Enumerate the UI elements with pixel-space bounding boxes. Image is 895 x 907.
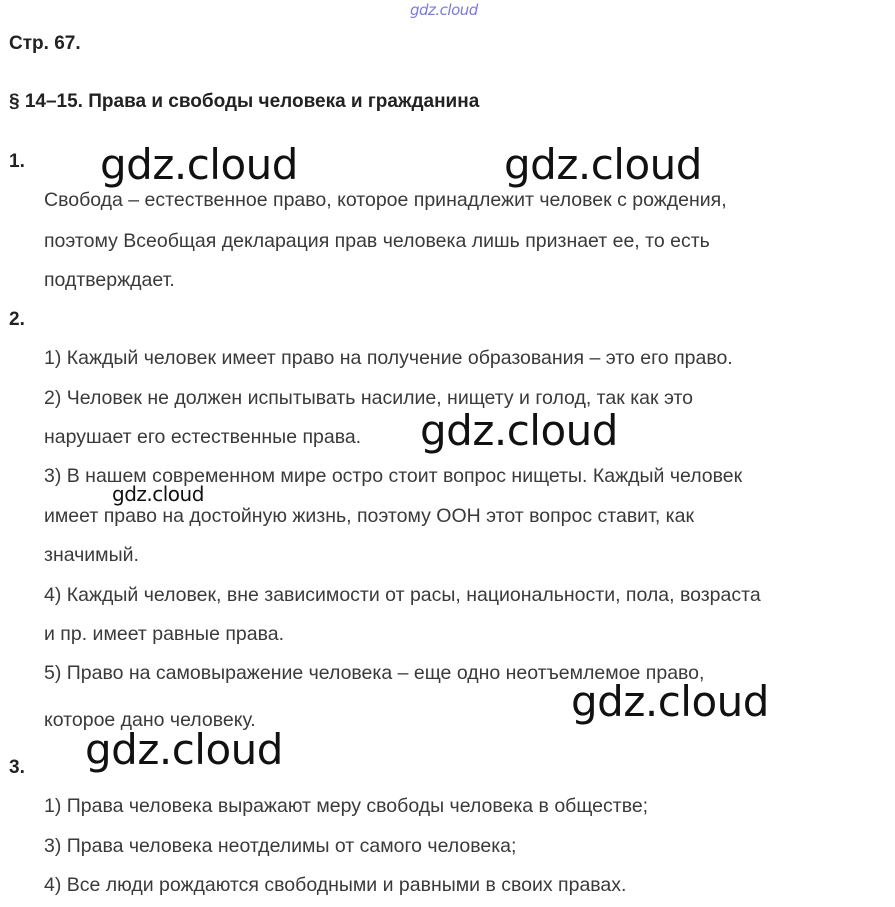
q3-line-2: 3) Права человека неотделимы от самого человека; (44, 835, 517, 857)
watermark-3: gdz.cloud (420, 406, 618, 455)
q2-line-3: нарушает его естественные права. (44, 426, 362, 448)
q1-line-1: Свобода – естественное право, которое принадлежит человек с рождения, (44, 189, 727, 211)
q2-line-4: 3) В нашем современном мире остро стоит вопрос нищеты. Каждый человек (44, 465, 743, 487)
q1-line-2: поэтому Всеобщая декларация прав человека лишь признает ее, то есть (44, 230, 710, 252)
q2-line-10: которое дано человеку. (44, 709, 256, 731)
q2-line-1: 1) Каждый человек имеет право на получение образования – это его право. (44, 347, 733, 369)
question-1-number: 1. (9, 151, 25, 172)
watermark-top: gdz.cloud (410, 1, 478, 19)
q2-line-9: 5) Право на самовыражение человека – еще одно неотъемлемое право, (44, 662, 705, 684)
q3-line-1: 1) Права человека выражают меру свободы человека в обществе; (44, 795, 649, 817)
page-reference: Стр. 67. (9, 33, 81, 54)
watermark-4: gdz.cloud (112, 482, 204, 506)
watermark-6: gdz.cloud (85, 725, 283, 774)
q2-line-6: значимый. (44, 544, 139, 566)
q2-line-7: 4) Каждый человек, вне зависимости от расы, национальности, пола, возраста (44, 584, 761, 606)
q2-line-5: имеет право на достойную жизнь, поэтому ООН этот вопрос ставит, как (44, 505, 695, 527)
watermark-2: gdz.cloud (504, 140, 702, 189)
q2-line-2: 2) Человек не должен испытывать насилие, нищету и голод, так как это (44, 387, 694, 409)
q3-line-3: 4) Все люди рождаются свободными и равными в своих правах. (44, 874, 627, 896)
question-3-number: 3. (9, 757, 25, 778)
question-2-number: 2. (9, 309, 25, 330)
watermark-5: gdz.cloud (571, 677, 769, 726)
watermark-1: gdz.cloud (100, 140, 298, 189)
section-title: § 14–15. Права и свободы человека и гражданина (9, 91, 480, 112)
q2-line-8: и пр. имеет равные права. (44, 623, 284, 645)
q1-line-3: подтверждает. (44, 269, 175, 291)
